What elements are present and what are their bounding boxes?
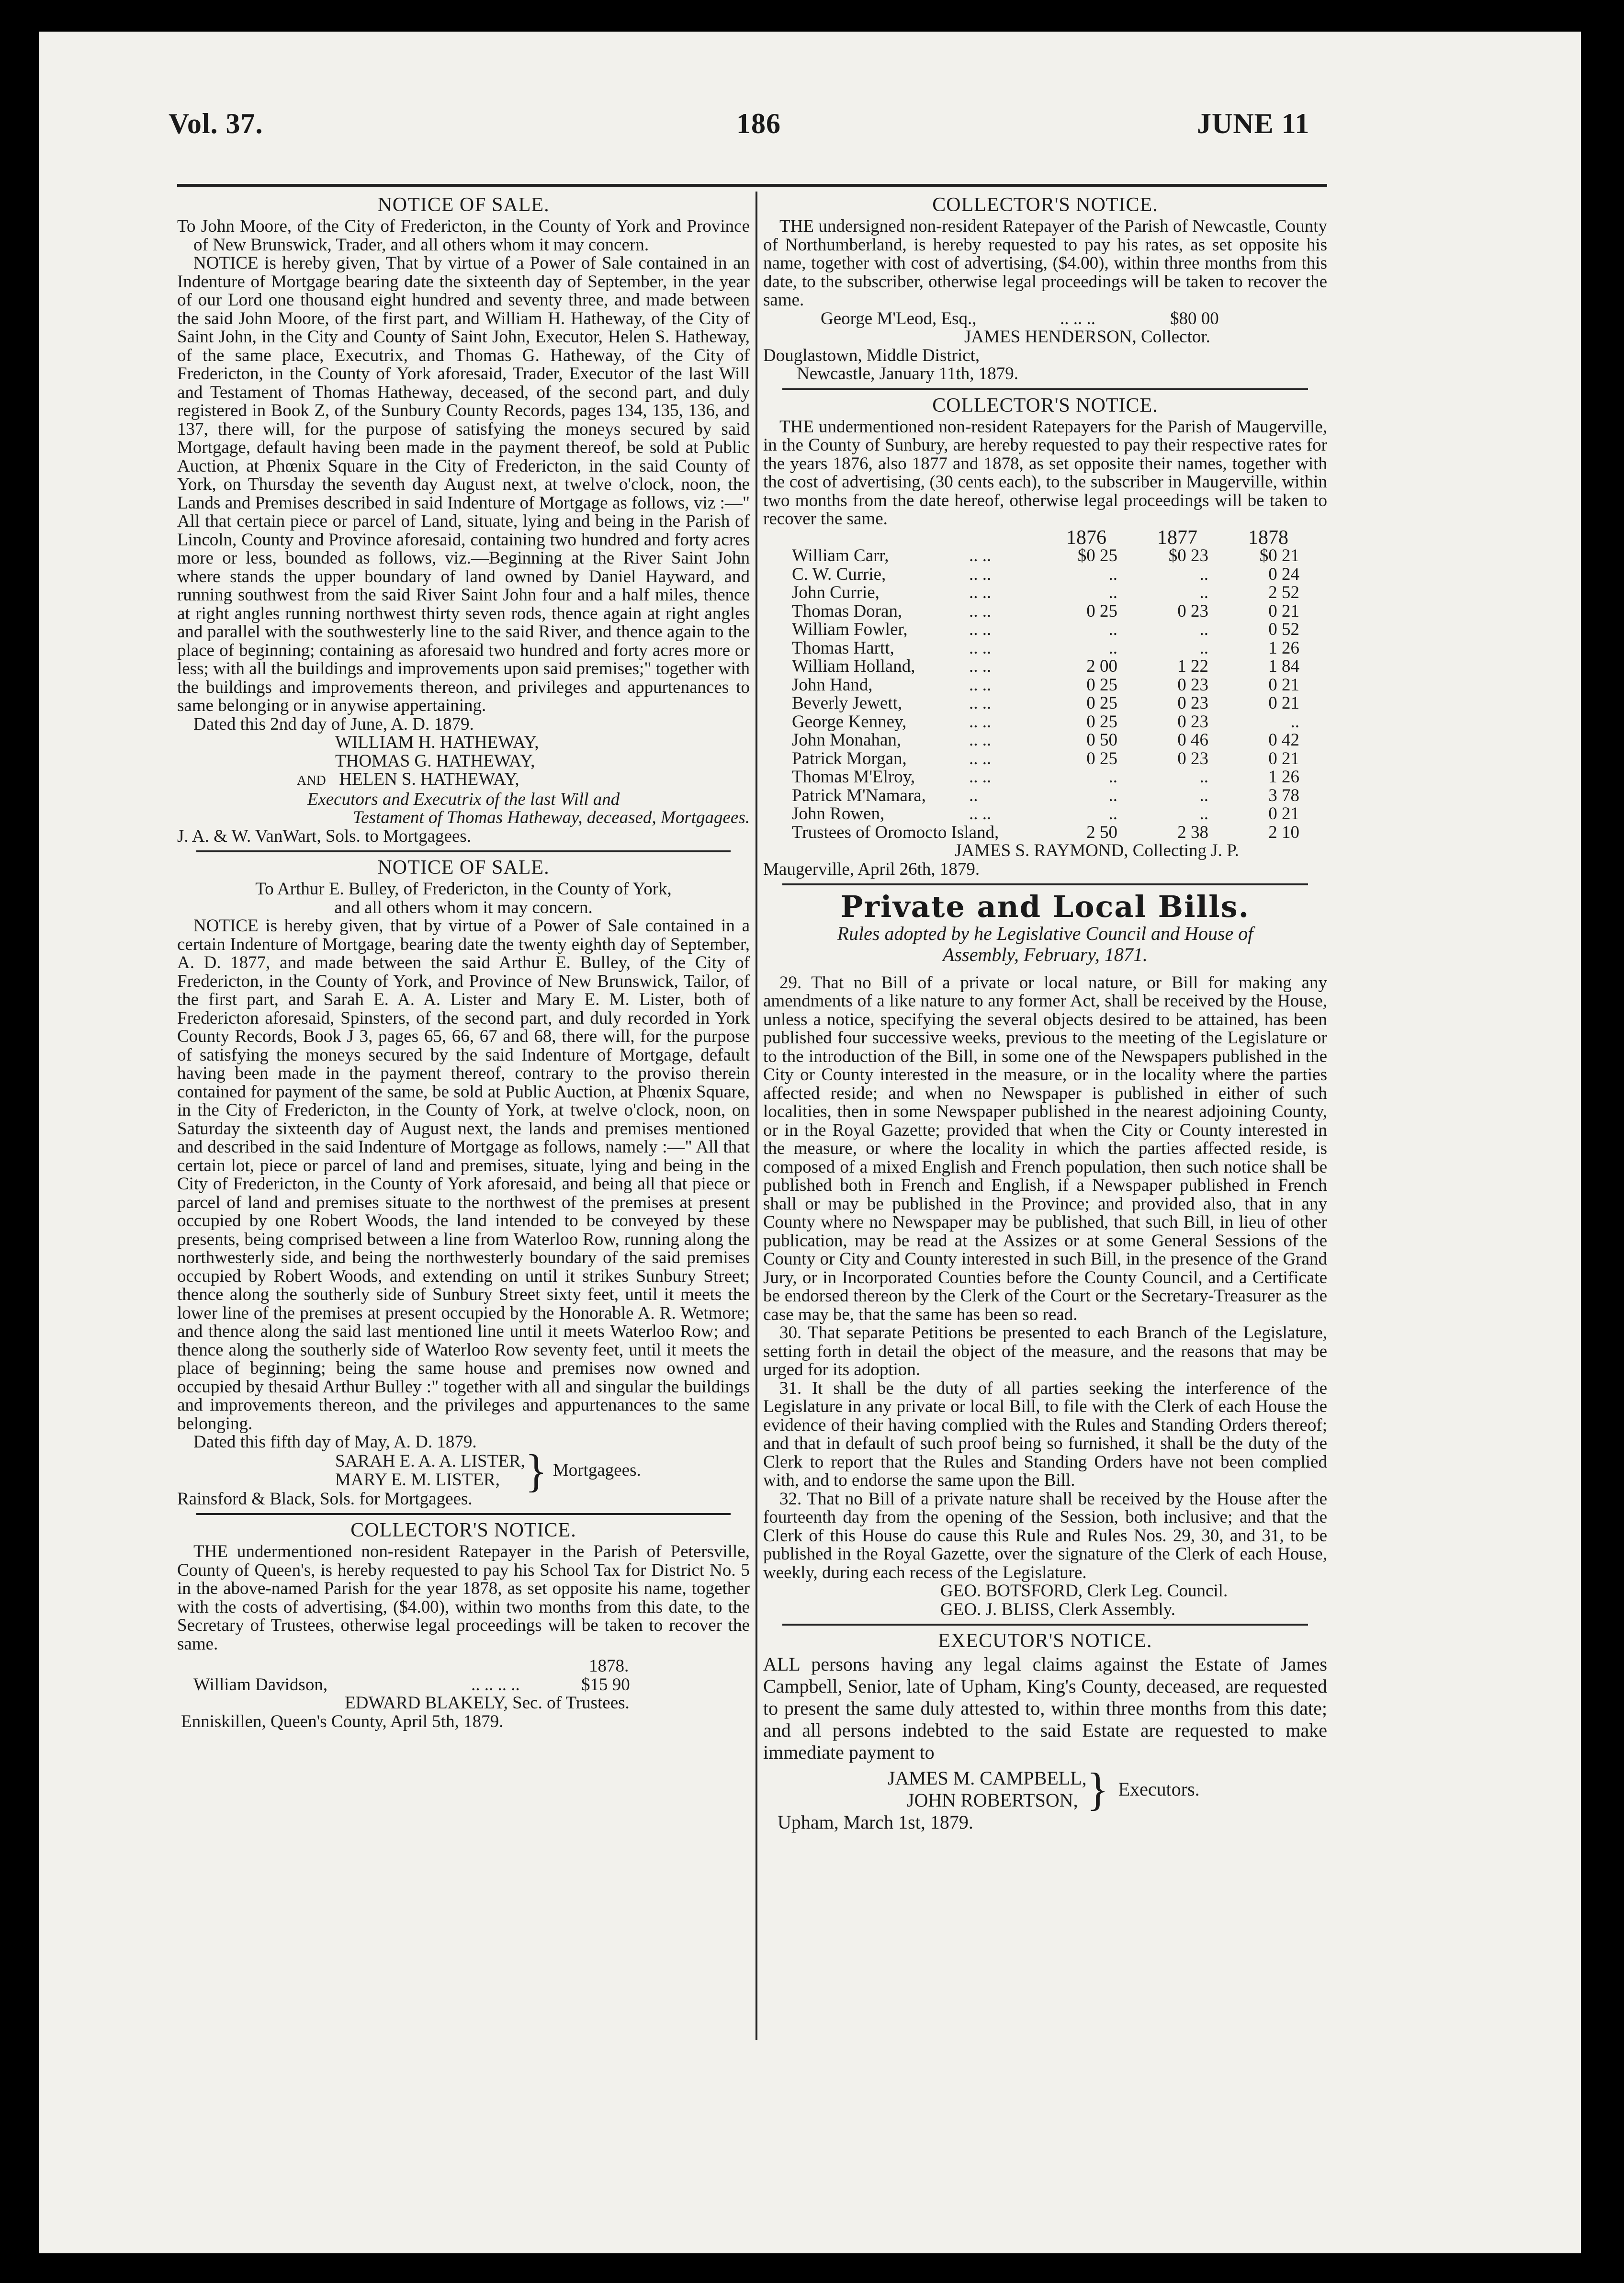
amount-1877: .. <box>1199 785 1208 805</box>
leader-dots: .. .. <box>969 656 992 676</box>
notice-body: NOTICE is hereby given, that by virtue of a Power of Sale contained in a certain Indenture of Mortgage, bearing date the twenty eighth day of September, A. D. 1877, and made between the said Arthur E. Bulley, of the City of Fredericton, in the County of York, and Province of New Brunswick, Tailor, of the first part, and Sarah E. A. A. Lister and Mary E. M. Lister, both of Fredericton aforesaid, Spinsters, of the second part, and duly recorded in York County Records, Book J 3, pages 65, 66, 67 and 68, there will, for the purpose of satisfying the moneys secured by the said Indenture of Mortgage, default having been made in the payment thereof, contrary to the proviso therein contained for payment of the same, be sold at Public Auction, at Phœnix Square, in the City of Fredericton, in the County of York, at twelve o'clock, noon, on Saturday the sixteenth day of August next, the lands and premises mentioned and described in the said Indenture of Mortgage as follows, namely :—" All that certain lot, piece or parcel of land and premises, situate, lying and being in the City of Fredericton, in the County of York aforesaid, and being all that piece or parcel of land and premises situate to the northwest of the premises at present occupied by one Robert Woods, the land intended to be conveyed by these presents, being comprised between a line from Waterloo Row, running along the northwesterly side, and being the northwesterly boundary of the said premises occupied by Robert Woods, and extending on until it strikes Sunbury Street; thence along the southerly side of Sunbury Street sixty feet, until it meets the lower line of the premises at present occupied by the Honorable A. R. Wetmore; and thence along the said last mentioned line until it meets Waterloo Row; and thence along the southerly side of Waterloo Row seventy feet, until it meets the place of beginning; being the same house and premises now owned and occupied by thesaid Arthur Bulley :" together with all and singular the buildings and improvements thereon, and the privileges and appurtenances to the same belonging. <box>177 916 750 1434</box>
rule-31: 31. It shall be the duty of all parties seeking the interference of the Legislature in any private or local Bill, to file with the Clerk of each House the evidence of their having complied with the Rules and Standing Orders thereof; and that in default of such proof being so furnished, it shall be the duty of the Clerk to report that the Rules and Standing Orders have not been complied with, and to endorse the same upon the Bill. <box>763 1378 1327 1490</box>
amount-1878: 0 21 <box>1268 804 1299 824</box>
amount-1876: 0 25 <box>1086 712 1117 732</box>
amount-1876: 2 00 <box>1086 656 1117 676</box>
table-row <box>792 805 1314 824</box>
table-row <box>792 584 1314 602</box>
leader-dots: .. <box>969 785 978 805</box>
collector-notice-petersville <box>177 1520 750 1731</box>
brace-icon: } <box>1086 1763 1109 1815</box>
notice-dated: Dated this fifth day of May, A. D. 1879. <box>193 1432 477 1452</box>
leader-dots: .. .. <box>969 748 992 769</box>
signatory: MARY E. M. LISTER, <box>335 1469 500 1490</box>
rules-caption <box>763 923 1327 965</box>
table-row <box>792 824 1314 842</box>
leader-dots: .. .. .. <box>1060 308 1095 328</box>
ratepayer-name: George Kenney, <box>792 712 907 732</box>
notice-place-date: Upham, March 1st, 1879. <box>778 1811 973 1833</box>
private-local-bills <box>763 889 1327 1619</box>
amount-1878: 0 24 <box>1268 564 1299 584</box>
ratepayer-name: Trustees of Oromocto Island, <box>792 822 999 842</box>
ratepayer-name: William Carr, <box>792 546 889 565</box>
ratepayer-name: William Holland, <box>792 656 915 676</box>
leader-dots: .. .. <box>969 675 992 695</box>
leader-dots: .. .. <box>969 546 992 565</box>
amount-1876: .. <box>1108 767 1117 787</box>
volume-label: Vol. 37. <box>169 108 263 139</box>
table-row <box>792 547 1314 565</box>
amount-1876: $0 25 <box>1077 546 1117 565</box>
amount-1877: $0 23 <box>1168 546 1208 565</box>
notice-dated: Dated this 2nd day of June, A. D. 1879. <box>193 714 474 734</box>
leader-dots: .. .. <box>969 583 992 602</box>
notice-body: THE undermentioned non-resident Ratepayer in the Parish of Petersville, County of Queen's, is hereby requested to pay his School Tax for District No. 5 in the above-named Parish for the year 1878, as set opposite his name, together with the costs of advertising, ($4.00), within two months from this date, to the Secretary of Trustees, otherwise legal proceedings will be taken to recover the same. <box>177 1542 750 1654</box>
amount-1876: .. <box>1108 583 1117 602</box>
collector-notice-newcastle <box>763 194 1327 384</box>
amount-1876: 0 25 <box>1086 601 1117 621</box>
leader-dots: .. .. <box>969 693 992 713</box>
table-row <box>792 731 1314 750</box>
table-row <box>792 694 1314 713</box>
amount-1878: .. <box>1290 712 1299 732</box>
rule-32: 32. That no Bill of a private nature shall be received by the House after the fourteenth day from the opening of the Session, both inclusive; and that the Clerk of this House do cause this Rule and Rules Nos. 29, 30, and 31, to be published in the Royal Gazette, over the signature of the Clerk of each House, weekly, during each recess of the Legislature. <box>763 1489 1327 1582</box>
leader-dots: .. .. <box>969 564 992 584</box>
ratepayer-name: C. W. Currie, <box>792 564 886 584</box>
page-number: 186 <box>736 108 781 139</box>
notice-heading: COLLECTOR'S NOTICE. <box>350 1519 576 1541</box>
amount-1877: .. <box>1199 638 1208 658</box>
signatory: HELEN S. HATHEWAY, <box>339 769 519 789</box>
amount-1878: 0 52 <box>1268 620 1299 639</box>
notice-place: Douglastown, Middle District, <box>763 345 980 365</box>
signatory-line <box>177 770 750 791</box>
ratepayer-row <box>763 310 1327 328</box>
signatory-role: Mortgagees. <box>553 1460 641 1481</box>
executor-caption: Testament of Thomas Hatheway, deceased, Mortgagees. <box>353 808 750 827</box>
amount-1878: 0 21 <box>1268 675 1299 695</box>
leader-dots: .. .. <box>969 620 992 639</box>
leader-dots: .. .. <box>969 730 992 750</box>
notice-address: and all others whom it may concern. <box>334 897 593 917</box>
notice-separator <box>782 1624 1308 1626</box>
signatory: JOHN ROBERTSON, <box>907 1789 1078 1811</box>
amount-1877: .. <box>1199 767 1208 787</box>
amount-1877: .. <box>1199 564 1208 584</box>
notice-separator <box>782 388 1308 390</box>
notice-address: To Arthur E. Bulley, of Fredericton, in the County of York, <box>255 879 672 899</box>
notice-of-sale-bulley <box>177 857 750 1508</box>
table-header-row <box>792 529 1314 547</box>
signatory-block <box>763 1763 1327 1815</box>
ratepayer-name: Patrick Morgan, <box>792 748 907 769</box>
amount-1878: 2 52 <box>1268 583 1299 602</box>
amount-1878: 1 26 <box>1268 638 1299 658</box>
header-rule <box>177 184 1327 187</box>
amount-1878: $0 21 <box>1259 546 1299 565</box>
ratepayer-name: William Davidson, <box>193 1674 328 1695</box>
table-row <box>792 602 1314 621</box>
table-row <box>792 787 1314 805</box>
ratepayer-name: Thomas M'Elroy, <box>792 767 915 787</box>
notice-address: To John Moore, of the City of Fredericton, in the County of York and Province of New Brunswick, Trader, and all others whom it may concern. <box>177 216 750 255</box>
notice-place-date: Maugerville, April 26th, 1879. <box>763 859 980 879</box>
notice-body: THE undermentioned non-resident Ratepayers for the Parish of Maugerville, in the County of Sunbury, are hereby requested to pay their respective rates for the years 1876, also 1877 and 1878, as set opposite their names, together with the cost of advertising, (30 cents each), to the subscriber in Maugerville, within two months from the date hereof, otherwise legal proceedings will be taken to recover the same. <box>763 417 1327 529</box>
amount-1876: .. <box>1108 638 1117 658</box>
ratepayers-table-body <box>792 547 1314 842</box>
and-word: AND <box>297 773 326 788</box>
section-heading: Private and Local Bills. <box>840 889 1250 924</box>
amount-1876: 0 25 <box>1086 693 1117 713</box>
amount-1876: .. <box>1108 564 1117 584</box>
notice-heading: EXECUTOR'S NOTICE. <box>938 1630 1152 1652</box>
year-header: 1878 <box>1248 526 1288 549</box>
notice-place-date: Enniskillen, Queen's County, April 5th, 1879. <box>181 1711 504 1731</box>
left-column <box>177 192 750 1731</box>
leader-dots: .. .. <box>969 804 992 824</box>
table-row <box>792 768 1314 787</box>
ratepayer-name: George M'Leod, Esq., <box>821 308 977 328</box>
rule-30: 30. That separate Petitions be presented to each Branch of the Legislature, setting forth in detail the object of the measure, and the reasons that may be urged for its adoption. <box>763 1323 1327 1379</box>
signatory: JAMES HENDERSON, Collector. <box>964 327 1210 347</box>
rule-29: 29. That no Bill of a private or local nature, or Bill for making any amendments of a like nature to any former Act, shall be received by the House, unless a notice, specifying the several objects desired to be attained, has been published four successive weeks, previous to the meeting of the Legislature or to the introduction of the Bill, in some one of the Newspapers published in the City or County interested in the measure, or in the locality where the parties affected reside; and when no Newspaper is published in either of such localities, then in some Newspaper published in the nearest adjoining County, or in the Royal Gazette; provided that when the City or County interested in the measure, or where the locality in which the parties affected reside, is composed of a mixed English and French population, then such notice shall be published both in French and English, if a Newspaper published in French shall or may be published in the Province; and provided also, that in any County where no Newspaper may be published, that such Bill, in lieu of other publication, may be read at the Assizes or at some General Sessions of the County or City and County interested in such Bill, in the presence of the Grand Jury, or in Incorporated Counties before the County Council, and a Certificate be endorsed thereon by the Clerk of the Court or the Secretary-Treasurer as the case may be, that the same has been so read. <box>763 972 1327 1324</box>
year-header: 1876 <box>1066 526 1106 549</box>
ratepayer-name: Beverly Jewett, <box>792 693 902 713</box>
leader-dots: .. .. <box>969 601 992 621</box>
table-row <box>792 565 1314 584</box>
amount-1877: 2 38 <box>1177 822 1208 842</box>
amount-1878: 1 84 <box>1268 656 1299 676</box>
leader-dots: .. .. <box>969 712 992 732</box>
executor-caption: Executors and Executrix of the last Will and <box>307 789 620 809</box>
amount-1876: 2 50 <box>1086 822 1117 842</box>
issue-date: JUNE 11 <box>1197 108 1310 139</box>
amount-1878: 2 10 <box>1268 822 1299 842</box>
amount-1877: 0 23 <box>1177 601 1208 621</box>
ratepayer-name: Thomas Hartt, <box>792 638 894 658</box>
clerk-signature: GEO. BOTSFORD, Clerk Leg. Council. <box>940 1581 1228 1601</box>
ratepayers-table <box>792 526 1314 842</box>
notice-separator <box>196 1513 731 1515</box>
amount-1878: 0 21 <box>1268 693 1299 713</box>
signatory: WILLIAM H. HATHEWAY, <box>335 733 539 752</box>
amount-1877: 0 46 <box>1177 730 1208 750</box>
amount-1878: 0 21 <box>1268 748 1299 769</box>
amount-1876: .. <box>1108 804 1117 824</box>
table-row <box>792 639 1314 658</box>
ratepayer-name: John Rowen, <box>792 804 885 824</box>
rules-caption-line: Rules adopted by he Legislative Council and House of <box>837 922 1253 944</box>
notice-body: THE undersigned non-resident Ratepayer of the Parish of Newcastle, County of Northumberland, is hereby requested to pay his rates, as set opposite his name, together with cost of advertising, ($4.00), within three months from this date, to the subscriber, otherwise legal proceedings will be taken to recover the same. <box>763 216 1327 310</box>
notice-place-date: Newcastle, January 11th, 1879. <box>797 364 1019 384</box>
leader-dots: .. .. .. .. <box>471 1674 520 1695</box>
amount-1876: 0 25 <box>1086 675 1117 695</box>
tax-year: 1878. <box>589 1656 629 1676</box>
signatory: THOMAS G. HATHEWAY, <box>335 751 535 771</box>
amount-1876: .. <box>1108 785 1117 805</box>
ratepayer-row <box>177 1676 750 1695</box>
table-row <box>792 713 1314 732</box>
table-row <box>792 676 1314 695</box>
notice-heading: COLLECTOR'S NOTICE. <box>932 394 1158 417</box>
executors-notice <box>763 1630 1327 1833</box>
tax-amount: $80 00 <box>1170 308 1219 328</box>
amount-1877: 0 23 <box>1177 712 1208 732</box>
amount-1878: 0 21 <box>1268 601 1299 621</box>
notice-heading: NOTICE OF SALE. <box>377 194 550 216</box>
amount-1878: 1 26 <box>1268 767 1299 787</box>
amount-1877: 1 22 <box>1177 656 1208 676</box>
collector-notice-maugerville <box>763 395 1327 879</box>
solicitors: Rainsford & Black, Sols. for Mortgagees. <box>177 1489 473 1509</box>
ratepayer-name: John Hand, <box>792 675 873 695</box>
signatory: SARAH E. A. A. LISTER, <box>335 1451 525 1471</box>
ratepayer-name: John Monahan, <box>792 730 902 750</box>
brace-icon: } <box>525 1445 547 1496</box>
signatory-block <box>177 1445 750 1496</box>
signatory-role: Executors. <box>1118 1778 1200 1800</box>
notice-separator <box>196 850 731 852</box>
amount-1877: 0 23 <box>1177 748 1208 769</box>
tax-amount: $15 90 <box>581 1674 630 1695</box>
solicitors: J. A. & W. VanWart, Sols. to Mortgagees. <box>177 826 472 846</box>
year-header: 1877 <box>1157 526 1197 549</box>
signatory: JAMES S. RAYMOND, Collecting J. P. <box>955 841 1239 860</box>
amount-1876: .. <box>1108 620 1117 639</box>
signatory: EDWARD BLAKELY, Sec. of Trustees. <box>345 1693 630 1713</box>
table-row <box>792 750 1314 769</box>
clerk-signature: GEO. J. BLISS, Clerk Assembly. <box>940 1599 1175 1619</box>
amount-1876: 0 50 <box>1086 730 1117 750</box>
right-column <box>763 192 1327 1833</box>
amount-1878: 0 42 <box>1268 730 1299 750</box>
amount-1878: 3 78 <box>1268 785 1299 805</box>
table-row <box>792 621 1314 639</box>
ratepayer-name: John Currie, <box>792 583 880 602</box>
leader-dots: .. .. <box>969 638 992 658</box>
table-row <box>792 657 1314 676</box>
amount-1877: .. <box>1199 620 1208 639</box>
amount-1877: 0 23 <box>1177 675 1208 695</box>
ratepayer-name: William Fowler, <box>792 620 908 639</box>
amount-1877: .. <box>1199 804 1208 824</box>
amount-1876: 0 25 <box>1086 748 1117 769</box>
notice-separator <box>782 883 1308 885</box>
amount-1877: .. <box>1199 583 1208 602</box>
ratepayer-name: Patrick M'Namara, <box>792 785 926 805</box>
notice-body: NOTICE is hereby given, That by virtue of a Power of Sale contained in an Indenture of Mortgage bearing date the sixteenth day of September, in the year of our Lord one thousand eight hundred and seventy three, and made between the said John Moore, of the first part, and William H. Hatheway, of the City of Saint John, in the City and County of Saint John, Executor, Helen S. Hatheway, of the same place, Executrix, and Thomas G. Hatheway, of the City of Fredericton, in the County of York aforesaid, Trader, Executor of the last Will and Testament of Thomas Hatheway, deceased, of the second part, and duly registered in Book Z, of the Sunbury County Records, pages 134, 135, 136, and 137, there will, for the purpose of satisfying the moneys secured by said Mortgage, default having been made in the payment thereof, be sold at Public Auction, at Phœnix Square in the City of Fredericton, in the said County of York, on Thursday the seventh day August next, at twelve o'clock, noon, the Lands and Premises described in said Indenture of Mortgage as follows, viz :—" All that certain piece or parcel of Land, situate, lying and being in the Parish of Lincoln, County and Province aforesaid, containing two hundred and forty acres more or less, bounded as follows, viz.—Beginning at the River Saint John where stands the upper boundary of land owned by Daniel Hayward, and running southwest from the said River Saint John four and a half miles, thence at right angles running northwest thirty seven rods, thence again at right angles and parallel with the southwesterly line to the said River, and thence again to the place of beginning; containing as aforesaid two hundred and forty acres more or less; with all the buildings and improvements upon said premises;" together with the buildings and improvements thereon, and privileges and appurtenances to same belonging or in anywise appertaining. <box>177 253 750 715</box>
leader-dots: .. .. <box>969 767 992 787</box>
signatory: JAMES M. CAMPBELL, <box>888 1767 1087 1789</box>
rules-caption-line: Assembly, February, 1871. <box>943 943 1148 965</box>
notice-heading: COLLECTOR'S NOTICE. <box>932 194 1158 216</box>
notice-heading: NOTICE OF SALE. <box>377 857 550 879</box>
notice-body: ALL persons having any legal claims against the Estate of James Campbell, Senior, late of Upham, King's County, deceased, are requested to present the same duly attested to, within three months from this date; and all persons indebted to the said Estate are requested to make immediate payment to <box>763 1653 1327 1763</box>
amount-1877: 0 23 <box>1177 693 1208 713</box>
ratepayer-name: Thomas Doran, <box>792 601 902 621</box>
column-divider <box>756 192 757 2040</box>
notice-of-sale-moore <box>177 194 750 846</box>
